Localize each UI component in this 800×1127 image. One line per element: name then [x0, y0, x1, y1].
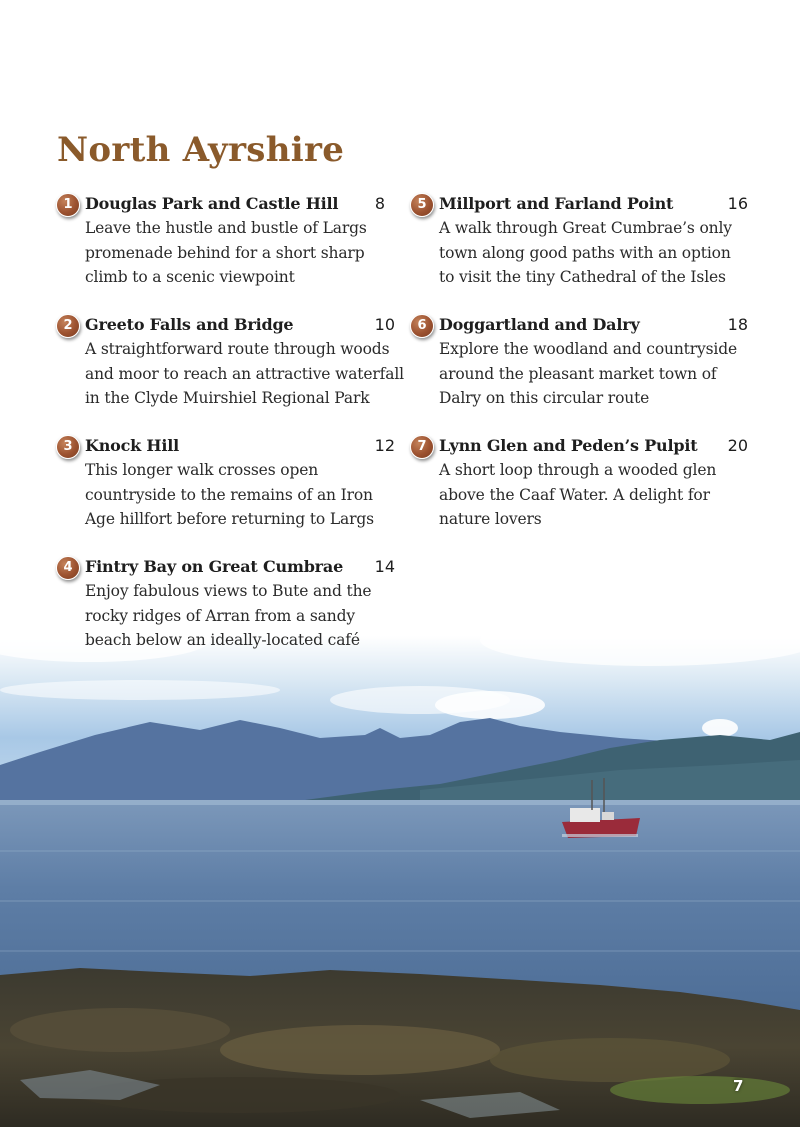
- walk-name: Knock Hill: [85, 436, 179, 455]
- walk-description: Leave the hustle and bustle of Largs promenade behind for a short sharp climb to a scenic viewpoint: [85, 219, 367, 286]
- page-title: North Ayrshire: [57, 130, 345, 170]
- walk-name: Greeto Falls and Bridge: [85, 315, 294, 334]
- walk-number-badge: 1: [56, 193, 80, 217]
- page-number: 7: [733, 1077, 744, 1095]
- walk-entry-5[interactable]: [417, 192, 748, 290]
- walk-entry-2[interactable]: [63, 313, 404, 411]
- walk-name: Millport and Farland Point: [439, 194, 674, 213]
- walk-number-badge: 7: [410, 435, 434, 459]
- walk-number-badge: 4: [56, 556, 80, 580]
- walk-name: Lynn Glen and Peden’s Pulpit: [439, 436, 698, 455]
- walk-description: A straightforward route through woods and moor to reach an attractive waterfall in the Clyde Muirshiel Regional Park: [85, 340, 404, 407]
- walk-name: Douglas Park and Castle Hill: [85, 194, 339, 213]
- walk-number-badge: 6: [410, 314, 434, 338]
- walk-entry-1[interactable]: [63, 192, 385, 290]
- walk-page-number: 16: [727, 194, 748, 213]
- walk-number-badge: 2: [56, 314, 80, 338]
- walk-entry-3[interactable]: [63, 434, 395, 532]
- walk-name: Doggartland and Dalry: [439, 315, 640, 334]
- walk-page-number: 10: [374, 315, 395, 334]
- walk-entry-7[interactable]: [417, 434, 748, 532]
- walk-number-badge: 5: [410, 193, 434, 217]
- walk-page-number: 18: [727, 315, 748, 334]
- walk-description: A short loop through a wooded glen above the Caaf Water. A delight for nature lovers: [439, 461, 717, 528]
- walk-number-badge: 3: [56, 435, 80, 459]
- walk-page-number: 12: [374, 436, 395, 455]
- walk-description: Enjoy fabulous views to Bute and the rocky ridges of Arran from a sandy beach below an ideally-located café: [85, 582, 372, 649]
- walk-entry-6[interactable]: [417, 313, 748, 411]
- walk-description: Explore the woodland and countryside around the pleasant market town of Dalry on this circular route: [439, 340, 738, 407]
- walk-entry-4[interactable]: [63, 555, 395, 653]
- walk-description: A walk through Great Cumbrae’s only town along good paths with an option to visit the tiny Cathedral of the Isles: [439, 219, 732, 286]
- walk-page-number: 20: [727, 436, 748, 455]
- walk-name: Fintry Bay on Great Cumbrae: [85, 557, 344, 576]
- walk-page-number: 14: [374, 557, 395, 576]
- walk-description: This longer walk crosses open countryside to the remains of an Iron Age hillfort before returning to Largs: [85, 461, 374, 528]
- walk-page-number: 8: [374, 194, 385, 213]
